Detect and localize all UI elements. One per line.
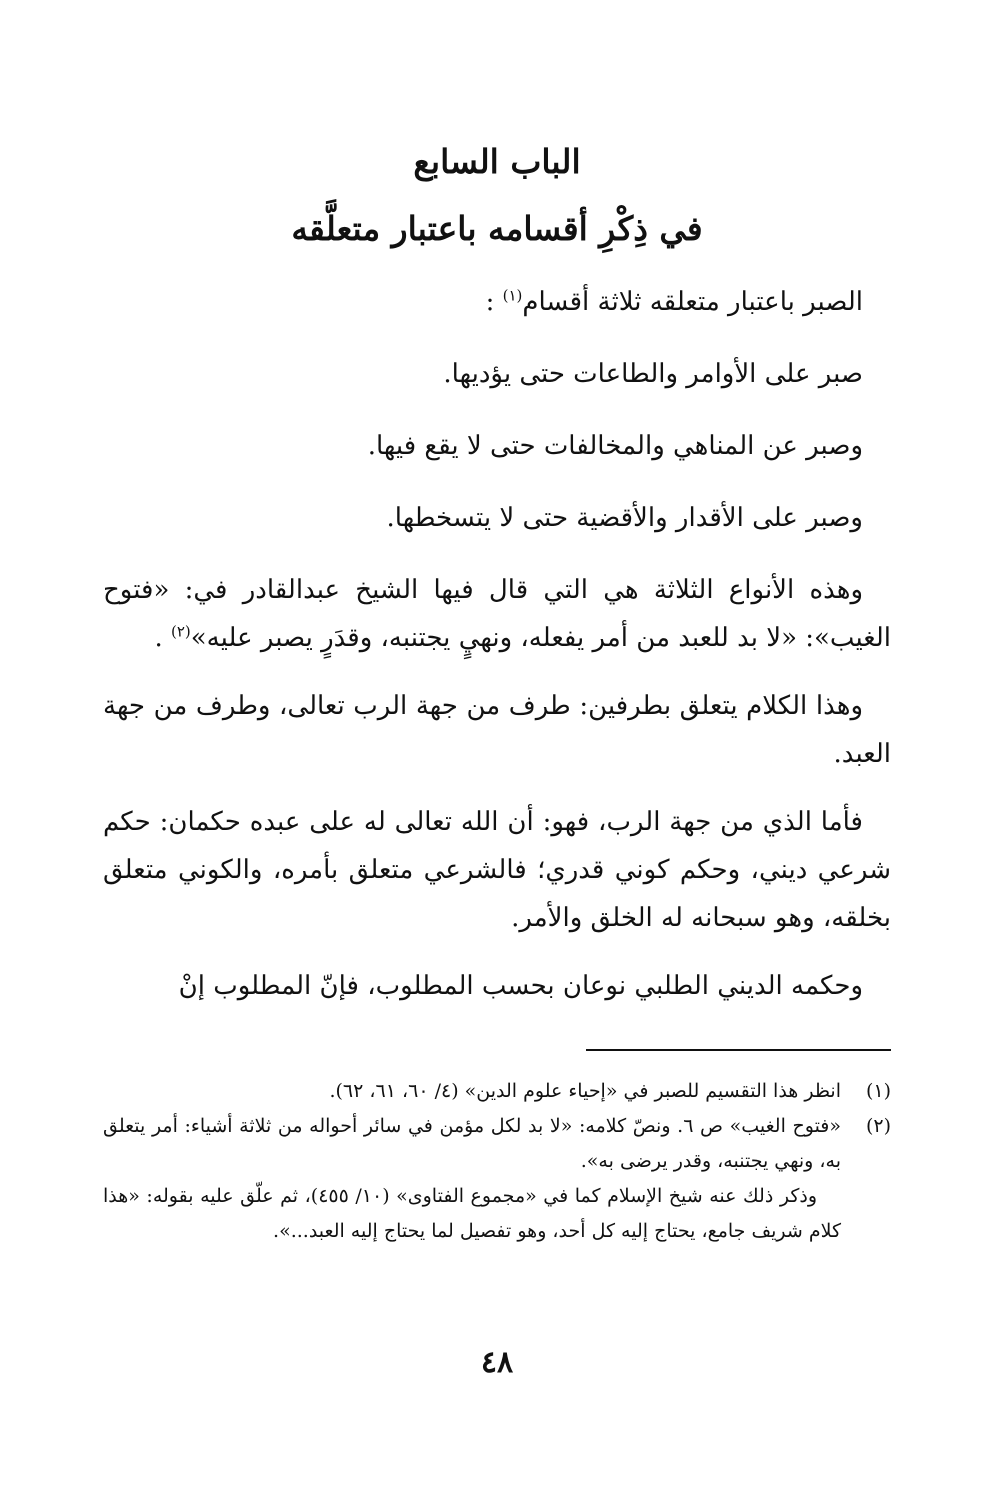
paragraph-item-2: وصبر عن المناهي والمخالفات حتى لا يقع فيها. xyxy=(367,431,863,461)
chapter-subtitle: في ذِكْرِ أقسامه باعتبار متعلَّقه xyxy=(291,209,703,248)
chapter-title: الباب السابع xyxy=(413,142,581,181)
intro-text: الصبر باعتبار متعلقه ثلاثة أقسام xyxy=(522,287,863,317)
paragraph-two-sides: وهذا الكلام يتعلق بطرفين: طرف من جهة الرب تعالى، وطرف من جهة العبد. xyxy=(103,691,891,769)
paragraph-two-rulings: فأما الذي من جهة الرب، فهو: أن الله تعالى له على عبده حكمان: حكم شرعي ديني، وحكم كوني قدري؛ فالشرعي متعلق بأمره، والكوني متعلق بخلقه، وهو سبحانه له الخلق والأمر. xyxy=(103,807,891,933)
footnote-2 xyxy=(103,1109,891,1249)
page-number: ٤٨ xyxy=(480,1345,514,1380)
footnote-body xyxy=(103,1109,841,1249)
paragraph-item-1: صبر على الأوامر والطاعات حتى يؤديها. xyxy=(443,359,863,389)
footnote-ref-1: (١) xyxy=(502,286,523,305)
footnote-number: (٢) xyxy=(865,1115,891,1137)
quote-text: وهذه الأنواع الثلاثة هي التي قال فيها الشيخ عبدالقادر في: «فتوح الغيب»: «لا بد للعبد من أمر يفعله، ونهيٍ يجتنبه، وقدَرٍ يصبر عليه» xyxy=(103,575,891,653)
footnote-ref-2: (٢) xyxy=(170,622,191,641)
footnote-text: «فتوح الغيب» ص ٦. ونصّ كلامه: «لا بد لكل مؤمن في سائر أحواله من ثلاثة أشياء: أمر يتعلق به، ونهي يجتنبه، وقدر يرضى به». xyxy=(103,1115,842,1172)
paragraph-item-3: وصبر على الأقدار والأقضية حتى لا يتسخطها. xyxy=(386,503,863,533)
footnote-1 xyxy=(103,1074,891,1109)
footnote-continuation: وذكر ذلك عنه شيخ الإسلام كما في «مجموع الفتاوى» (١٠/ ٤٥٥)، ثم علّق عليه بقوله: «هذا كلام شريف جامع، يحتاج إليه كل أحد، وهو تفصيل لما يحتاج إليه العبد...». xyxy=(103,1185,841,1242)
paragraph-religious-ruling: وحكمه الديني الطلبي نوعان بحسب المطلوب، فإنّ المطلوب إنْ xyxy=(178,971,863,1001)
footnote-text: انظر هذا التقسيم للصبر في «إحياء علوم الدين» (٤/ ٦٠، ٦١، ٦٢). xyxy=(329,1080,841,1102)
book-page xyxy=(103,0,891,1499)
footnote-body xyxy=(103,1074,841,1109)
quote-end: . xyxy=(154,623,163,653)
body-text xyxy=(103,278,891,1030)
paragraph-fatuh-al-ghayb xyxy=(103,566,891,662)
footnote-number: (١) xyxy=(865,1080,891,1102)
paragraph-intro xyxy=(103,278,891,326)
footnote-separator xyxy=(586,1049,891,1051)
intro-colon: : xyxy=(485,287,495,317)
footnotes xyxy=(103,1074,891,1249)
